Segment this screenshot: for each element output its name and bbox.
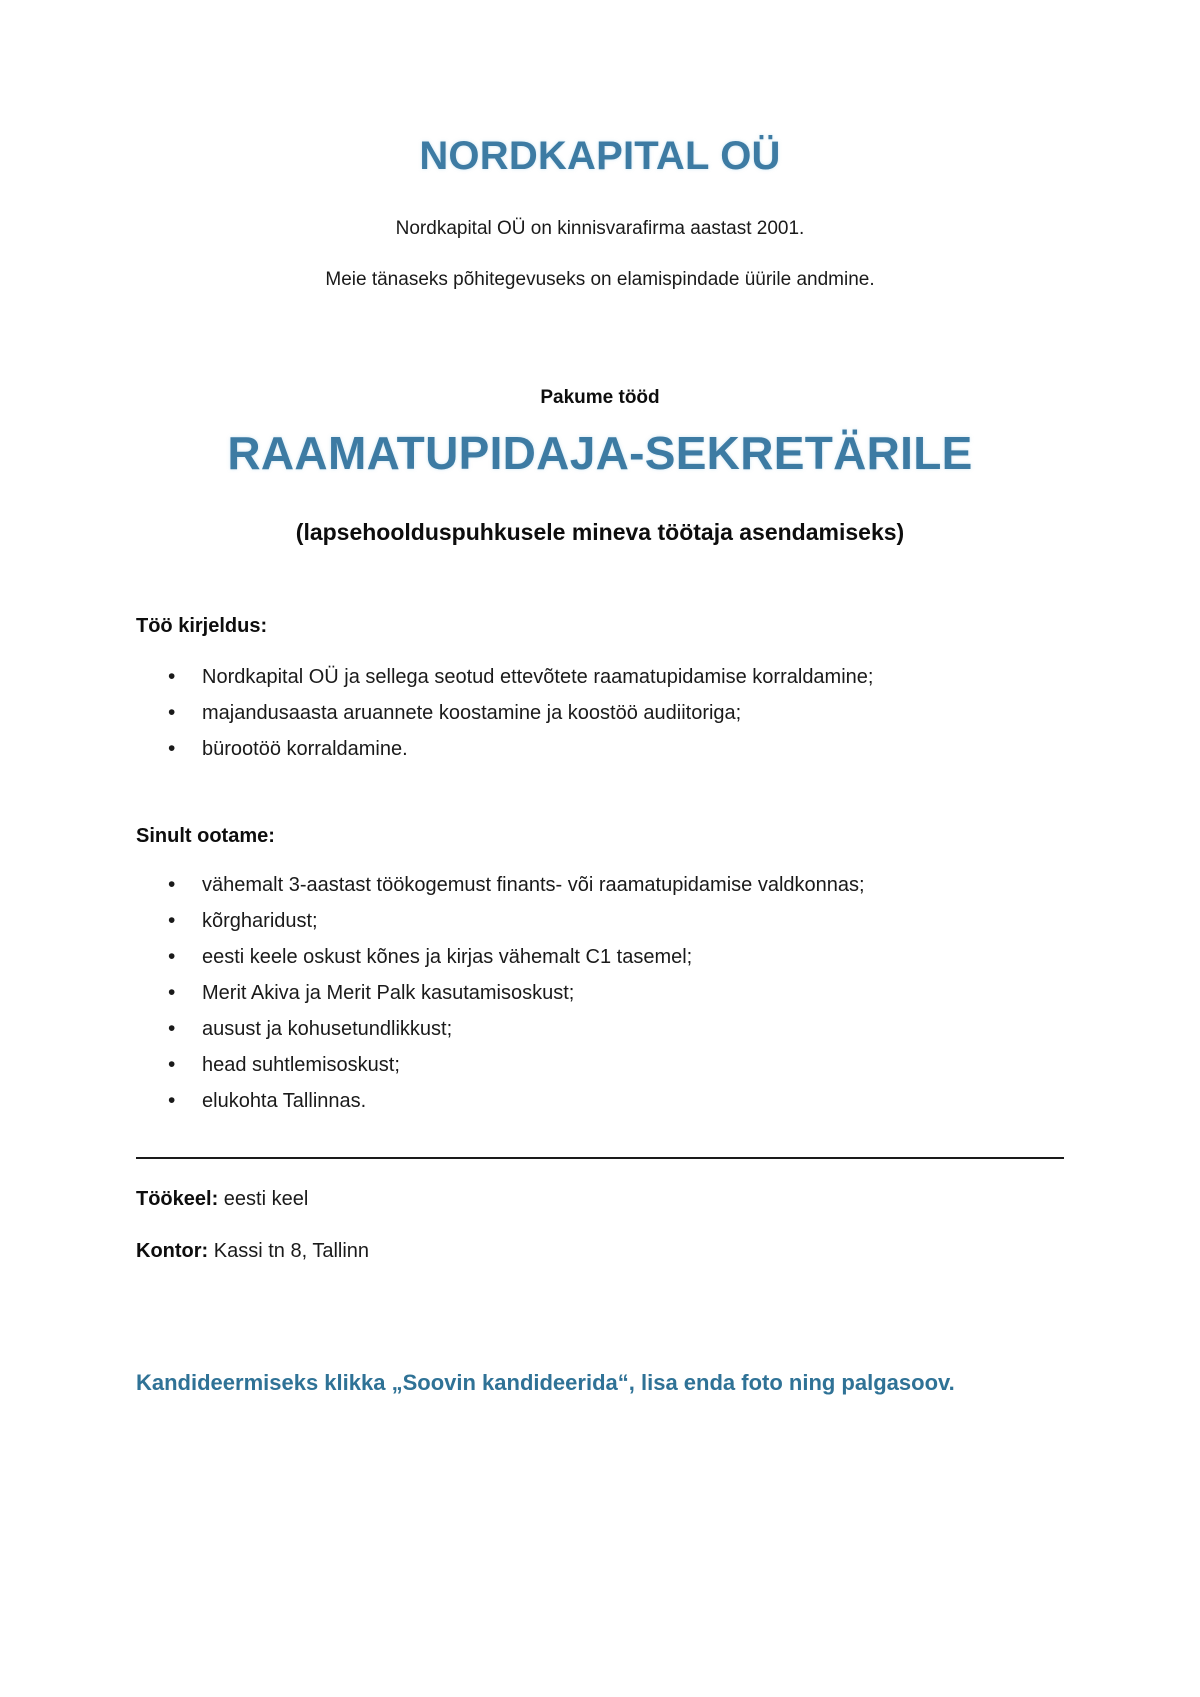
list-item: • ausust ja kohusetundlikkust; <box>136 1019 1064 1039</box>
work-language-row <box>136 1186 1064 1212</box>
company-intro-line-1: Nordkapital OÜ on kinnisvarafirma aastast 2001. <box>395 218 805 239</box>
company-title: NORDKAPITAL OÜ <box>419 134 781 178</box>
office-label: Kontor: <box>136 1239 209 1262</box>
section-divider <box>136 1157 1064 1160</box>
list-item: • bürootöö korraldamine. <box>136 739 1064 759</box>
job-subtitle: (lapsehoolduspuhkusele mineva töötaja asendamiseks) <box>295 518 905 545</box>
company-intro-line-2: Meie tänaseks põhitegevuseks on elamispindade üürile andmine. <box>325 268 875 290</box>
apply-call-to-action: Kandideermiseks klikka „Soovin kandideerida“, lisa enda foto ning palgasoov. <box>136 1369 955 1395</box>
divider-thick-segment <box>136 1157 730 1160</box>
list-item: • vähemalt 3-aastast töökogemust finants- või raamatupidamise valdkonnas; <box>136 875 1064 895</box>
list-item: • head suhtlemisoskust; <box>136 1055 1064 1075</box>
job-title: RAAMATUPIDAJA-SEKRETÄRILE <box>227 427 973 480</box>
job-description-list <box>136 667 1064 759</box>
office-value: Kassi tn 8, Tallinn <box>208 1239 370 1262</box>
job-description-heading: Töö kirjeldus: <box>136 614 268 637</box>
work-language-label: Töökeel: <box>136 1187 219 1210</box>
list-item: • kõrgharidust; <box>136 911 1064 931</box>
office-row <box>136 1238 1064 1264</box>
offer-kicker: Pakume tööd <box>540 387 660 409</box>
work-language-value: eesti keel <box>218 1187 309 1210</box>
divider-thin-segment <box>730 1157 1064 1158</box>
list-item: • elukohta Tallinnas. <box>136 1091 1064 1111</box>
job-description-section <box>136 613 1064 759</box>
list-item: • majandusaasta aruannete koostamine ja koostöö audiitoriga; <box>136 703 1064 723</box>
list-item: • eesti keele oskust kõnes ja kirjas vähemalt C1 tasemel; <box>136 947 1064 967</box>
job-requirements-heading: Sinult ootame: <box>136 824 275 847</box>
job-requirements-section <box>136 823 1064 1111</box>
list-item: • Merit Akiva ja Merit Palk kasutamisoskust; <box>136 983 1064 1003</box>
list-item: • Nordkapital OÜ ja sellega seotud ettevõtete raamatupidamise korraldamine; <box>136 667 1064 687</box>
job-requirements-list <box>136 875 1064 1111</box>
